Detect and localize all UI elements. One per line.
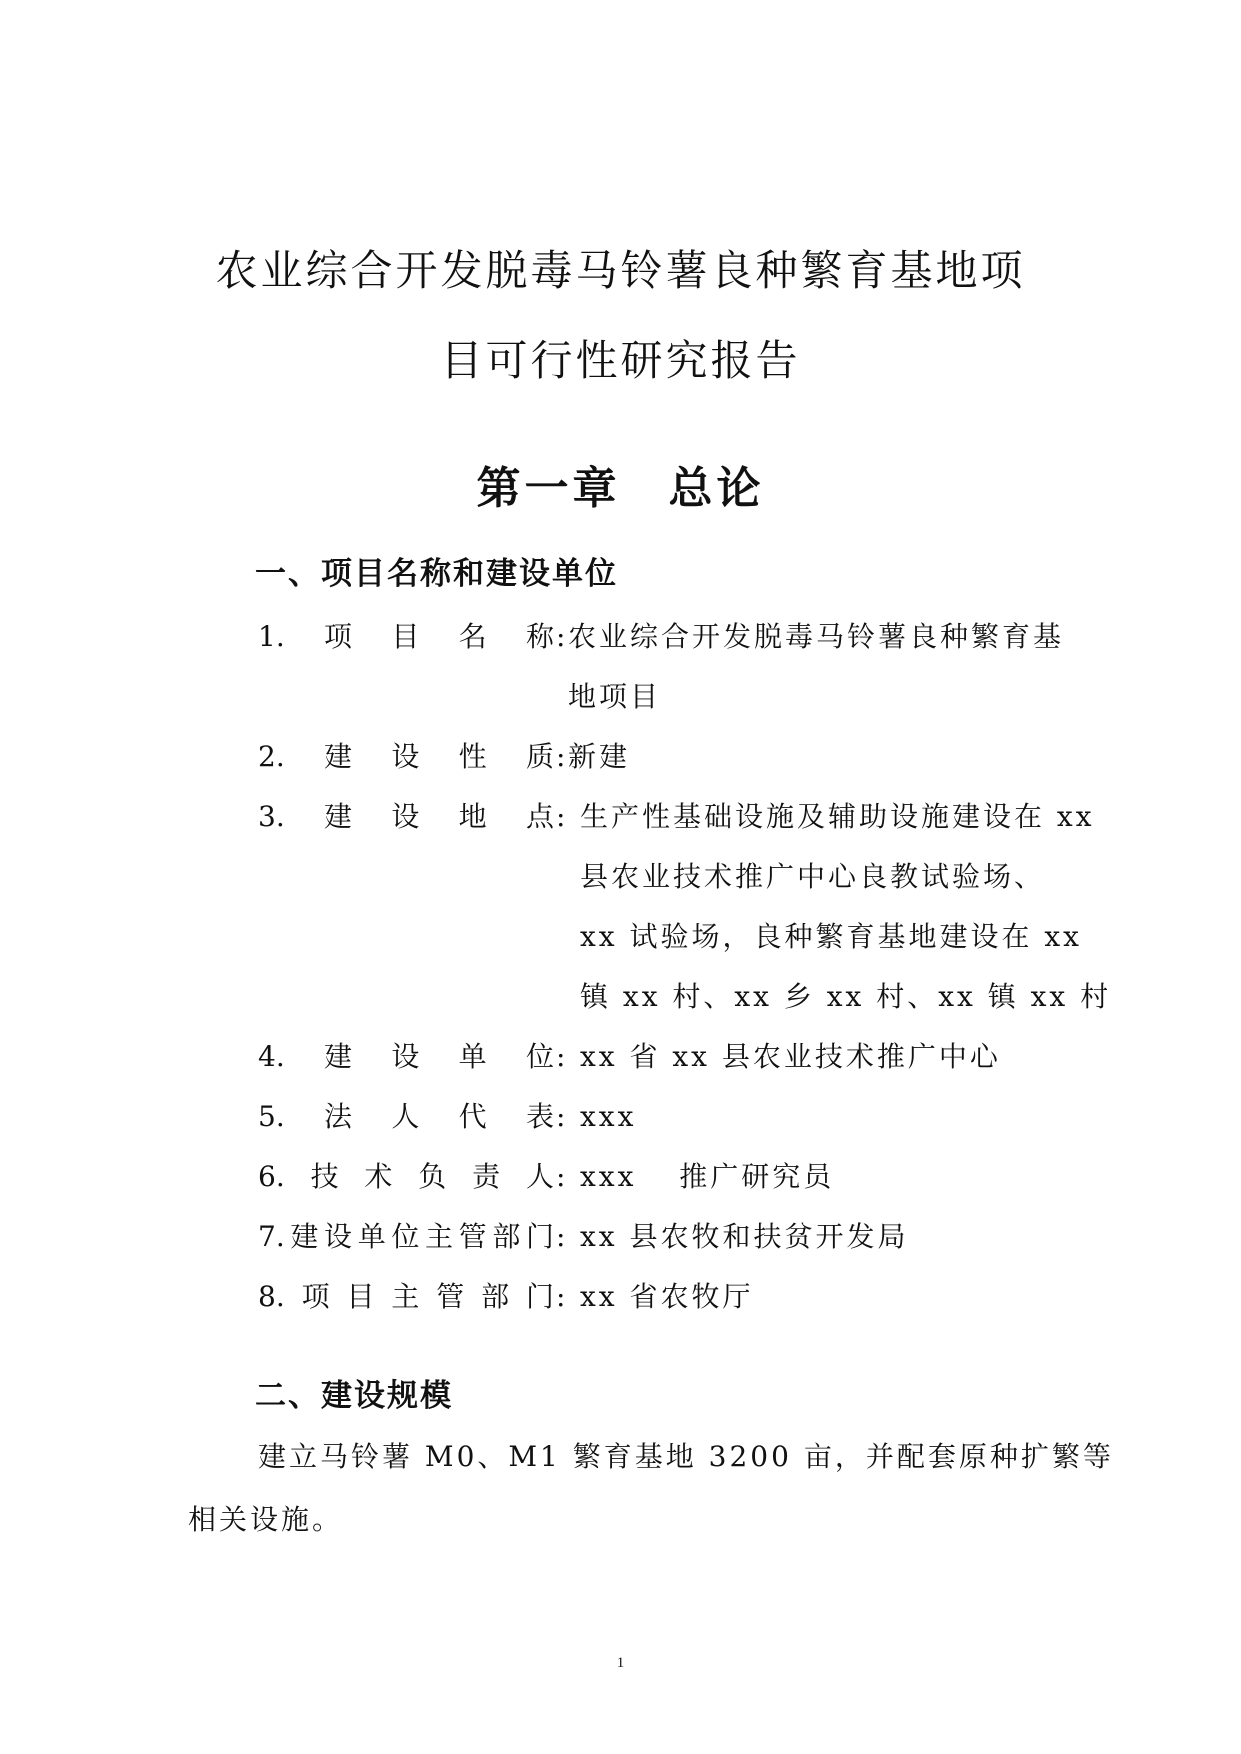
info-row-supervising-department [0, 1217, 1241, 1257]
info-row-construction-unit [0, 1037, 1241, 1077]
info-value-continuation: 地项目 [568, 680, 662, 713]
paragraph-line: 相关设施。 [188, 1503, 344, 1536]
info-colon: : [556, 800, 566, 833]
info-label: 6.技术负责人 [258, 1160, 554, 1193]
info-value: xxx 推广研究员 [580, 1160, 835, 1193]
info-colon: : [556, 620, 566, 653]
info-value-continuation: 镇 xx 村、xx 乡 xx 村、xx 镇 xx 村 [580, 980, 1112, 1013]
info-label: 1.项目名称 [258, 620, 554, 653]
info-value: xx 县农牧和扶贫开发局 [580, 1220, 909, 1253]
info-colon: : [556, 1160, 566, 1193]
info-colon: : [556, 740, 566, 773]
info-label: 7.建设单位主管部门 [258, 1220, 554, 1253]
info-row-legal-representative [0, 1097, 1241, 1137]
info-colon: : [556, 1220, 566, 1253]
info-value-continuation: 县农业技术推广中心良教试验场、 [580, 860, 1046, 893]
info-row-technical-lead [0, 1157, 1241, 1197]
info-value: xx 省农牧厅 [580, 1280, 754, 1313]
page-number: 1 [616, 1655, 625, 1671]
info-colon: : [556, 1100, 566, 1133]
info-value: xx 省 xx 县农业技术推广中心 [580, 1040, 1001, 1073]
info-value: 新建 [568, 740, 631, 773]
info-label: 3.建设地点 [258, 800, 554, 833]
document-title-line-1: 农业综合开发脱毒马铃薯良种繁育基地项 [215, 246, 1026, 295]
chapter-heading: 第一章 总论 [476, 463, 765, 514]
info-value: 生产性基础设施及辅助设施建设在 xx [580, 800, 1095, 833]
info-label: 4.建设单位 [258, 1040, 554, 1073]
info-colon: : [556, 1040, 566, 1073]
info-label: 5.法人代表 [258, 1100, 554, 1133]
info-row-construction-nature [0, 737, 1241, 777]
section-heading-construction-scale: 二、建设规模 [255, 1378, 453, 1414]
info-row-project-authority [0, 1277, 1241, 1317]
info-row-construction-site [0, 797, 1241, 837]
section-heading-project-info: 一、项目名称和建设单位 [255, 556, 618, 592]
info-row-project-name [0, 617, 1241, 657]
info-label: 2.建设性质 [258, 740, 554, 773]
document-title-line-2: 目可行性研究报告 [440, 336, 801, 385]
info-label: 8.项目主管部门 [258, 1280, 554, 1313]
info-value-continuation: xx 试验场，良种繁育基地建设在 xx [580, 920, 1082, 953]
info-colon: : [556, 1280, 566, 1313]
paragraph-line: 建立马铃薯 M0、M1 繁育基地 3200 亩，并配套原种扩繁等 [258, 1440, 1114, 1473]
info-value: 农业综合开发脱毒马铃薯良种繁育基 [568, 620, 1065, 653]
info-value: xxx [580, 1100, 637, 1133]
